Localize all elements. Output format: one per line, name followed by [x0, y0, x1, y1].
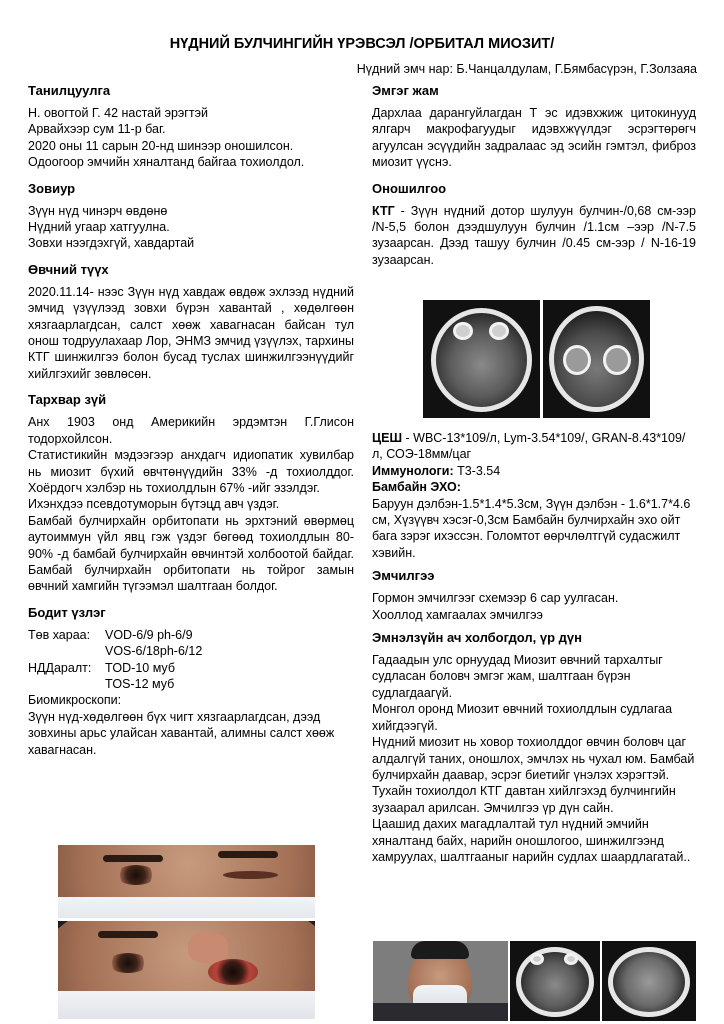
exam-key: Төв хараа:	[28, 627, 91, 642]
cbc-text: - WBC-13*109/л, Lym-3.54*109/, GRAN-8.43*109/л, СОЭ-18мм/цаг	[372, 431, 686, 462]
intro-line: Арвайхээр сум 11-р баг.	[28, 122, 166, 137]
treatment-line: Гормон эмчилгээг схемээр 6 сар уулгасан.	[372, 591, 619, 606]
exam-row	[28, 676, 354, 692]
ct-scan-coronal	[543, 300, 650, 418]
complaint-line: Зовхи нээгдэхгүй, хавдартай	[28, 236, 195, 251]
exam-value: TOD-10 муб	[105, 660, 175, 675]
distribution-para: Статистикийн мэдээгээр анхдагч идиопатик хувилбар нь миозит бүхий өвчтөнүүдийн 33% -д тохиолддог. Хоёрдогч хэлбэр нь тохиолдлын 67% -ийг эзэлдэг.	[28, 448, 354, 495]
thyroid-echo-text: Баруун дэлбэн-1.5*1.4*5.3см, Зүүн дэлбэн - 1.6*1.7*4.6 см, Хүзүүвч хэсэг-0,3см Бамбайн булчирхайн эхо ойт бага зэрэг ихэссэн. Голомтот өөрчлөлтгүй судасжилт хэвийн.	[372, 496, 691, 560]
exam-row	[28, 660, 354, 676]
significance-para: Цаашид дахих магадлалтай тул нүдний эмчийн хяналтанд байх, нарийн оношлогоо, шинжилгээнд хамруулах, шалтгааныг нарийн судлах шаардлагатай..	[372, 817, 691, 864]
immunology-results	[372, 463, 696, 479]
ct-findings	[372, 203, 696, 269]
ct-follow-up-axial	[510, 941, 600, 1021]
exam-row	[28, 627, 354, 643]
treatment-line: Хооллод хамгаалах эмчилгээ	[372, 607, 543, 622]
intro-line: Н. овогтой Г. 42 настай эрэгтэй	[28, 106, 208, 120]
patient-eye-photo-open	[58, 845, 315, 918]
exam-value: TOS-12 муб	[105, 676, 175, 691]
immunology-text: T3-3.54	[453, 463, 501, 478]
right-column	[372, 83, 696, 268]
thyroid-echo-title: Бамбайн ЭХО:	[372, 480, 461, 495]
ct-follow-up-axial-2	[602, 941, 696, 1021]
cbc-label: ЦЕШ	[372, 431, 403, 445]
immunology-label: Иммунологи:	[372, 463, 454, 478]
intro-text	[28, 105, 354, 171]
exam-key	[28, 643, 105, 659]
biomicroscopy-text: Зүүн нүд-хөдөлгөөн бүх чигт хязгаарлагдсан, дээд зовхины арьс улайсан хавантай, алимны салст хөөж хавагнасан.	[28, 709, 335, 757]
section-title-treatment: Эмчилгээ	[372, 568, 435, 584]
section-title-intro: Танилцуулга	[28, 83, 111, 98]
section-title-complaint: Зовиур	[28, 180, 76, 196]
complaint-line: Зүүн нүд чинэрч өвдөнө	[28, 203, 168, 218]
section-title-exam: Бодит үзлэг	[28, 604, 106, 620]
section-title-pathology: Эмгэг жам	[372, 83, 439, 98]
intro-line: Одоогоор эмчийн хяналтанд байгаа тохиолдол.	[28, 155, 305, 170]
poster-title: НҮДНИЙ БУЛЧИНГИЙН ҮРЭВСЭЛ /ОРБИТАЛ МИОЗИТ/	[169, 36, 555, 52]
exam-value: VOS-6/18ph-6/12	[105, 644, 203, 659]
distribution-para: Бамбай булчирхайн орбитопати нь эрхтэний өвөрмөц аутоиммун үйл явц гэж үздэг бөгөөд тохиолдлын 80-90% -д бамбай булчирхайн өвчинтэй холбоотой байдаг. Бамбай булчирхайн орбитопати нь тойрог замын өвчний хамгийн түгээмэл шалтгаан болдог.	[28, 513, 354, 594]
section-title-distribution: Тархвар зүй	[28, 392, 107, 408]
patient-eye-photo-lid-lifted	[58, 921, 315, 1019]
cbc-results	[372, 430, 696, 463]
history-text: 2020.11.14- нээс Зүүн нүд хавдаж өвдөж эхлээд нүдний эмчид үзүүлээд зовхи бүрэн хавантай , хөдөлгөөн хязгаарлагдсан, салст хөөж хавагнасан байсан тул онош тодруулахаар Лор, ЭНМЗ эмчид үзүүлэх, тархины КТГ шинжилгээ болон бусад туслах шинжилгээнүүдийг хийлгэхийг зөвлөсөн.	[28, 284, 354, 381]
exam-value: VOD-6/9 ph-6/9	[105, 627, 193, 642]
biomicroscopy-label: Биомикроскопи:	[28, 693, 122, 708]
section-title-history: Өвчний түүх	[28, 261, 109, 277]
left-column	[28, 83, 354, 758]
patient-follow-up-photo	[373, 941, 508, 1021]
complaint-text	[28, 203, 354, 252]
distribution-para: Анх 1903 онд Америкийн эрдэмтэн Г.Глисон тодорхойлсон.	[28, 415, 354, 446]
significance-para: Нүдний миозит нь ховор тохиолддог өвчин боловч цаг алдалгүй таних, оношлох, эмчлэх нь чухал юм. Бамбай булчирхайн даавар, эсрэг биетийг үнэлэх хэрэгтэй.	[372, 735, 695, 782]
right-column-lower	[372, 430, 696, 865]
authors-line: Нүдний эмч нар: Б.Чанцалдулам, Г.Бямбасүрэн, Г.Золзаяа	[356, 62, 697, 76]
exam-key	[28, 676, 105, 692]
ct-scan-axial	[423, 300, 540, 418]
ct-label: КТГ	[372, 203, 395, 218]
distribution-para: Ихэнхдээ псевдотуморын бүтэцд авч үздэг.	[28, 497, 280, 512]
significance-para: Тухайн тохиолдол КТГ давтан хийлгэхэд булчингийн зузаарал арилсан. Эмчилгээ үр дүн сайн.	[372, 784, 676, 815]
significance-para: Монгол оронд Миозит өвчний тохиолдлын судлагаа хийгдээгүй.	[372, 702, 673, 733]
pathology-text: Дархлаа дарангуйлагдан Т эс идэвхжиж цитокинууд ялгарч макрофагуудыг идэвхжүүлдэг эсрэгтөрөгч агуулсан эсүүдийн задралаас эд эсийн гэмтэл, фиброз миозит үүснэ.	[372, 106, 696, 170]
section-title-significance: Эмнэлзүйн ач холбогдол, үр дүн	[372, 630, 583, 646]
exam-row	[28, 643, 354, 659]
intro-line: 2020 оны 11 сарын 20-нд шинээр оношилсон.	[28, 138, 294, 153]
section-title-diagnosis: Оношилгоо	[372, 180, 447, 196]
significance-para: Гадаадын улс орнуудад Миозит өвчний тархалтыг судласан боловч эмгэг жам, шалтгаан бүрэн судлагдаагүй.	[372, 653, 663, 700]
exam-key: НДДаралт:	[28, 660, 92, 675]
complaint-line: Нүдний угаар хатгуулна.	[28, 220, 170, 235]
ct-text: - Зүүн нүдний дотор шулуун булчин-/0,68 см-ээр /N-5,5 болон дээдшулуун булчин /1.1см –ээр /N-7.5 зузаарсан. Дээд ташуу булчин /0.45 см-ээр / N-16-19 зузаарсан.	[372, 203, 696, 267]
treatment-text	[372, 590, 696, 623]
